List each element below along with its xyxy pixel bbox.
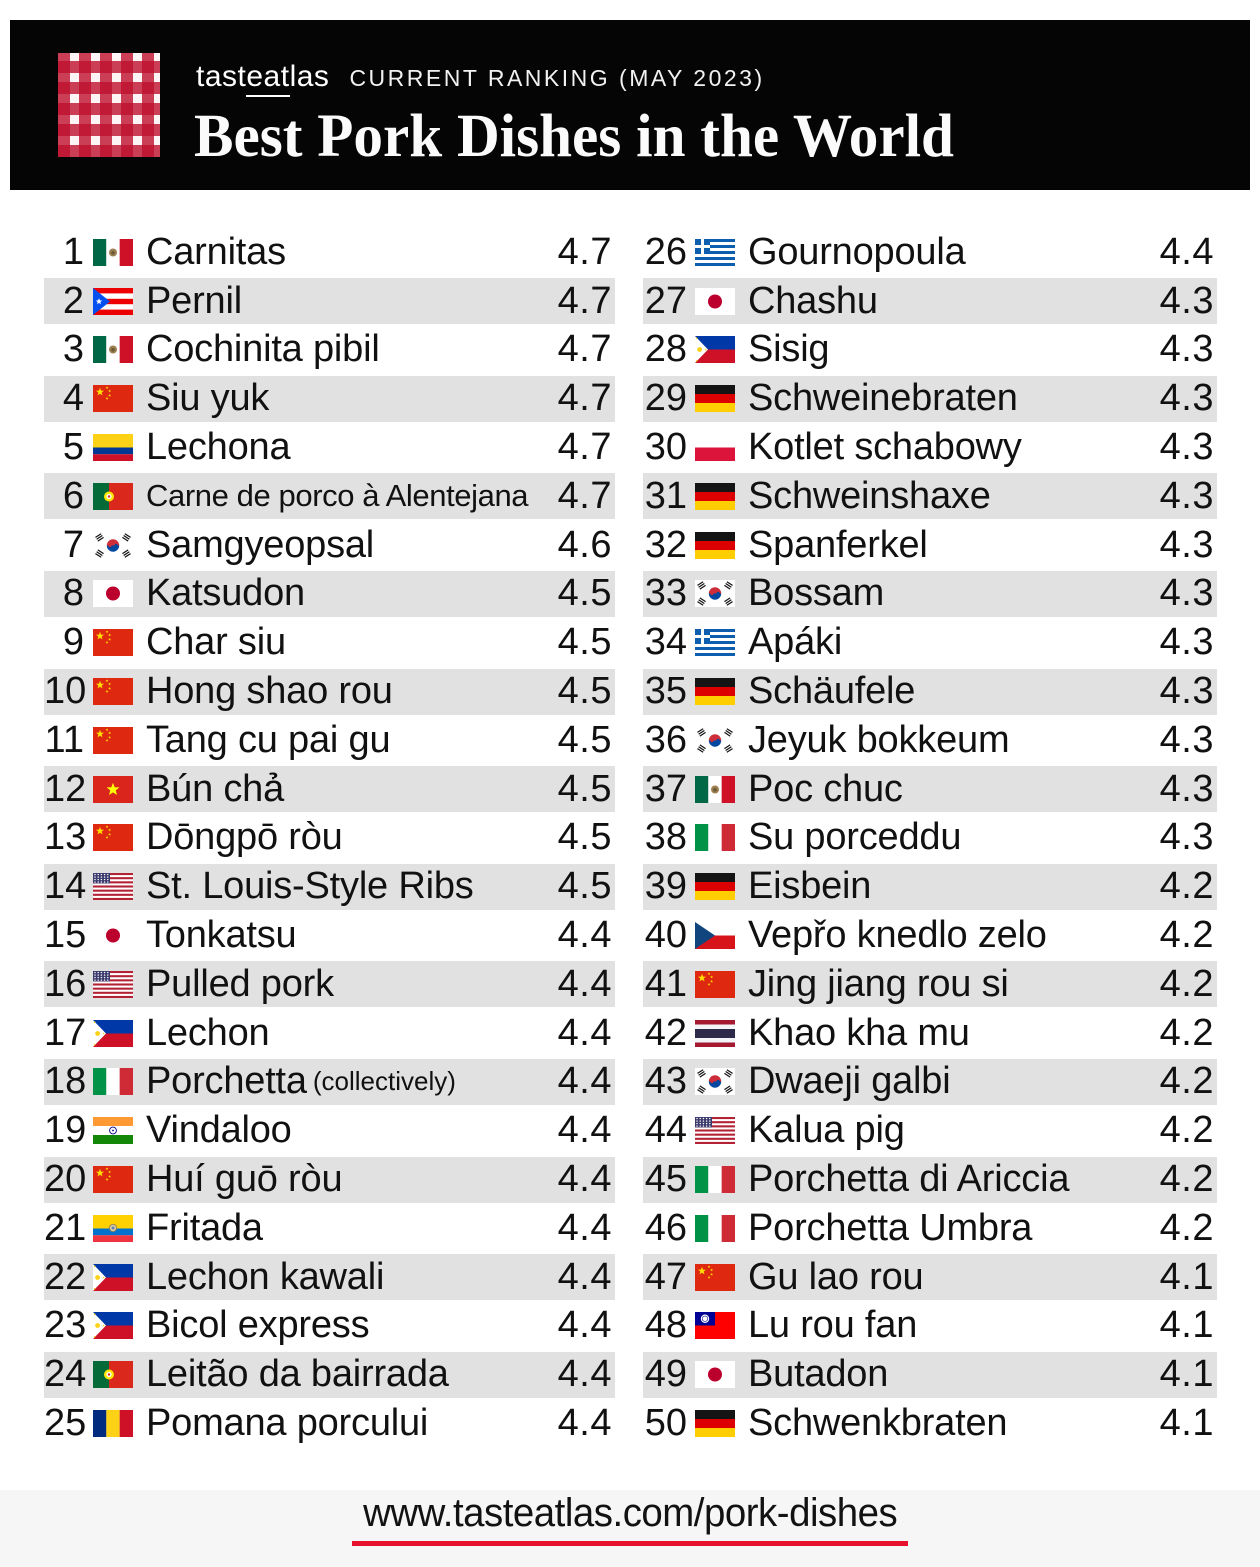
rank-number: 34 <box>644 621 687 664</box>
ranking-column-right <box>643 228 1217 1448</box>
dish-name: Tang cu pai gu <box>146 718 391 761</box>
japan-flag-icon <box>93 922 133 949</box>
rating-value: 4.2 <box>1159 962 1214 1005</box>
rank-number: 39 <box>644 865 687 908</box>
dish-name: Jeyuk bokkeum <box>748 718 1010 761</box>
dish-name: Jing jiang rou si <box>748 962 1009 1005</box>
japan-flag-icon <box>695 288 735 315</box>
colombia-flag-icon <box>93 434 133 461</box>
rank-number: 38 <box>644 816 687 859</box>
dish-name: Lechon kawali <box>146 1255 385 1298</box>
dish-name: Su porceddu <box>748 816 962 859</box>
rating-value: 4.4 <box>557 1060 612 1103</box>
portugal-flag-icon <box>93 483 133 510</box>
poland-flag-icon <box>695 434 735 461</box>
ranking-row <box>643 521 1217 570</box>
rank-number: 24 <box>44 1353 87 1396</box>
mexico-flag-icon <box>93 336 133 363</box>
rating-value: 4.2 <box>1159 914 1214 957</box>
rating-value: 4.4 <box>557 1011 612 1054</box>
philippines-flag-icon <box>695 336 735 363</box>
germany-flag-icon <box>695 532 735 559</box>
dish-name: Kotlet schabowy <box>748 426 1022 469</box>
dish-name: Tonkatsu <box>146 914 297 957</box>
dish-name: Butadon <box>748 1353 889 1396</box>
rating-value: 4.5 <box>557 767 612 810</box>
rating-value: 4.7 <box>557 426 612 469</box>
rating-value: 4.4 <box>557 914 612 957</box>
mexico-flag-icon <box>93 239 133 266</box>
dish-name: Vepřo knedlo zelo <box>748 914 1047 957</box>
ranking-row <box>44 1009 615 1058</box>
rating-value: 4.5 <box>557 816 612 859</box>
philippines-flag-icon <box>93 1020 133 1047</box>
rating-value: 4.3 <box>1159 718 1214 761</box>
rating-value: 4.3 <box>1159 816 1214 859</box>
dish-name: Gu lao rou <box>748 1255 924 1298</box>
rank-number: 50 <box>644 1402 687 1445</box>
ranking-row <box>44 667 615 716</box>
germany-flag-icon <box>695 385 735 412</box>
rating-value: 4.3 <box>1159 670 1214 713</box>
germany-flag-icon <box>695 678 735 705</box>
dish-name: Bicol express <box>146 1304 370 1347</box>
rank-number: 7 <box>62 523 84 566</box>
rank-number: 35 <box>644 670 687 713</box>
rating-value: 4.2 <box>1159 1109 1214 1152</box>
ranking-row <box>643 1155 1217 1204</box>
ranking-row <box>44 1155 615 1204</box>
ranking-row <box>643 911 1217 960</box>
rating-value: 4.2 <box>1159 1206 1214 1249</box>
ranking-row <box>44 570 615 619</box>
ecuador-flag-icon <box>93 1215 133 1242</box>
dish-name: Bossam <box>748 572 885 615</box>
rank-number: 17 <box>44 1011 87 1054</box>
puerto-rico-flag-icon <box>93 288 133 315</box>
ranking-row <box>643 1106 1217 1155</box>
rank-number: 14 <box>44 865 87 908</box>
czechia-flag-icon <box>695 922 735 949</box>
china-flag-icon <box>695 1264 735 1291</box>
india-flag-icon <box>93 1117 133 1144</box>
ranking-row <box>44 618 615 667</box>
rank-number: 12 <box>44 767 87 810</box>
germany-flag-icon <box>695 1410 735 1437</box>
china-flag-icon <box>93 1166 133 1193</box>
header-banner <box>10 20 1250 190</box>
rating-value: 4.3 <box>1159 426 1214 469</box>
dish-name: Samgyeopsal <box>146 523 375 566</box>
rank-number: 9 <box>62 621 84 664</box>
rank-number: 31 <box>644 474 687 517</box>
brand-pre: tast <box>196 60 247 93</box>
ranking-row <box>643 960 1217 1009</box>
ranking-row <box>643 1253 1217 1302</box>
rank-number: 37 <box>644 767 687 810</box>
rating-value: 4.4 <box>557 1255 612 1298</box>
dish-name: Lechona <box>146 426 291 469</box>
rating-value: 4.4 <box>557 1206 612 1249</box>
rating-value: 4.3 <box>1159 474 1214 517</box>
rank-number: 21 <box>44 1206 87 1249</box>
rating-value: 4.2 <box>1159 1158 1214 1201</box>
rating-value: 4.3 <box>1159 767 1214 810</box>
website-link[interactable]: www.tasteatlas.com/pork-dishes <box>362 1491 898 1535</box>
dish-name: Pulled pork <box>146 962 334 1005</box>
rating-value: 4.2 <box>1159 1060 1214 1103</box>
china-flag-icon <box>93 727 133 754</box>
ranking-row <box>643 1009 1217 1058</box>
dish-name: Khao kha mu <box>748 1011 970 1054</box>
japan-flag-icon <box>93 580 133 607</box>
rating-value: 4.7 <box>557 328 612 371</box>
ranking-row <box>44 472 615 521</box>
rating-value: 4.3 <box>1159 377 1214 420</box>
ranking-row <box>643 374 1217 423</box>
rating-value: 4.3 <box>1159 621 1214 664</box>
dish-name: St. Louis-Style Ribs <box>146 865 474 908</box>
dish-name: Apáki <box>748 621 843 664</box>
rating-value: 4.2 <box>1159 1011 1214 1054</box>
dish-name: Bún chả <box>146 767 285 810</box>
dish-name: Huí guō ròu <box>146 1158 343 1201</box>
dish-name: Schwenkbraten <box>748 1402 1008 1445</box>
dish-name: Gournopoula <box>748 230 966 273</box>
italy-flag-icon <box>695 1215 735 1242</box>
ranking-row <box>643 570 1217 619</box>
italy-flag-icon <box>695 1166 735 1193</box>
ranking-row <box>44 1302 615 1351</box>
rank-number: 22 <box>44 1255 87 1298</box>
china-flag-icon <box>695 971 735 998</box>
rank-number: 8 <box>62 572 84 615</box>
rating-value: 4.5 <box>557 621 612 664</box>
rank-number: 18 <box>44 1060 87 1103</box>
ranking-row <box>643 814 1217 863</box>
rating-value: 4.6 <box>557 523 612 566</box>
dish-name: Carne de porco à Alentejana <box>146 478 529 514</box>
ranking-row <box>44 423 615 472</box>
china-flag-icon <box>93 385 133 412</box>
rank-number: 26 <box>644 230 687 273</box>
ranking-row <box>44 521 615 570</box>
rating-value: 4.1 <box>1159 1402 1214 1445</box>
dish-name: Schäufele <box>748 670 916 713</box>
rating-value: 4.4 <box>557 1402 612 1445</box>
rank-number: 15 <box>44 914 87 957</box>
rating-value: 4.5 <box>557 572 612 615</box>
ranking-row <box>44 1106 615 1155</box>
south-korea-flag-icon <box>695 1068 735 1095</box>
ranking-row <box>643 765 1217 814</box>
ranking-row <box>643 1058 1217 1107</box>
rating-value: 4.1 <box>1159 1353 1214 1396</box>
south-korea-flag-icon <box>695 580 735 607</box>
ranking-row <box>643 277 1217 326</box>
dish-name: Porchetta <box>146 1060 307 1103</box>
rank-number: 42 <box>644 1011 687 1054</box>
romania-flag-icon <box>93 1410 133 1437</box>
rank-number: 28 <box>644 328 687 371</box>
ranking-row <box>643 618 1217 667</box>
vietnam-flag-icon <box>93 776 133 803</box>
gingham-tablecloth-logo-icon <box>58 53 160 157</box>
brand-line <box>196 60 765 94</box>
rank-number: 33 <box>644 572 687 615</box>
ranking-subtitle: CURRENT RANKING (MAY 2023) <box>349 65 765 91</box>
dish-name: Siu yuk <box>146 377 270 420</box>
dish-name: Char siu <box>146 621 286 664</box>
rank-number: 32 <box>644 523 687 566</box>
dish-name: Katsudon <box>146 572 305 615</box>
italy-flag-icon <box>93 1068 133 1095</box>
rating-value: 4.7 <box>557 377 612 420</box>
rating-value: 4.4 <box>557 1353 612 1396</box>
link-underline <box>352 1541 908 1546</box>
china-flag-icon <box>93 629 133 656</box>
rank-number: 49 <box>644 1353 687 1396</box>
ranking-row <box>44 911 615 960</box>
usa-flag-icon <box>93 873 133 900</box>
ranking-row <box>44 814 615 863</box>
dish-name: Pomana porcului <box>146 1402 429 1445</box>
rank-number: 44 <box>644 1109 687 1152</box>
ranking-row <box>44 1253 615 1302</box>
rating-value: 4.4 <box>557 1304 612 1347</box>
dish-name: Carnitas <box>146 230 286 273</box>
dish-name: Pernil <box>146 279 242 322</box>
rank-number: 41 <box>644 962 687 1005</box>
south-korea-flag-icon <box>93 532 133 559</box>
greece-flag-icon <box>695 239 735 266</box>
china-flag-icon <box>93 824 133 851</box>
rating-value: 4.4 <box>557 1158 612 1201</box>
ranking-row <box>643 326 1217 375</box>
ranking-row <box>44 374 615 423</box>
ranking-row <box>44 1204 615 1253</box>
rating-value: 4.3 <box>1159 279 1214 322</box>
rank-number: 1 <box>62 230 84 273</box>
rating-value: 4.5 <box>557 670 612 713</box>
page-title: Best Pork Dishes in the World <box>194 103 954 170</box>
dish-name: Kalua pig <box>748 1109 905 1152</box>
rank-number: 4 <box>62 377 84 420</box>
ranking-row <box>643 1399 1217 1448</box>
rank-number: 10 <box>44 670 87 713</box>
rank-number: 29 <box>644 377 687 420</box>
rank-number: 46 <box>644 1206 687 1249</box>
rating-value: 4.3 <box>1159 572 1214 615</box>
dish-name: Lechon <box>146 1011 270 1054</box>
footer-bar <box>0 1490 1260 1567</box>
rating-value: 4.1 <box>1159 1304 1214 1347</box>
rating-value: 4.7 <box>557 279 612 322</box>
ranking-row <box>44 1399 615 1448</box>
rank-number: 11 <box>44 718 84 761</box>
dish-name: Porchetta di Ariccia <box>748 1158 1070 1201</box>
rank-number: 16 <box>44 962 87 1005</box>
ranking-row <box>643 1204 1217 1253</box>
ranking-row <box>643 1350 1217 1399</box>
rating-value: 4.3 <box>1159 328 1214 371</box>
brand-underlined: eat <box>246 60 289 97</box>
dish-name: Sisig <box>748 328 830 371</box>
rank-number: 19 <box>44 1109 87 1152</box>
rank-number: 2 <box>62 279 84 322</box>
ranking-row <box>643 228 1217 277</box>
greece-flag-icon <box>695 629 735 656</box>
dish-name: Dōngpō ròu <box>146 816 343 859</box>
ranking-row <box>44 765 615 814</box>
usa-flag-icon <box>93 971 133 998</box>
ranking-row <box>643 667 1217 716</box>
brand-wordmark <box>196 60 329 94</box>
rating-value: 4.1 <box>1159 1255 1214 1298</box>
rank-number: 13 <box>44 816 87 859</box>
rank-number: 20 <box>44 1158 87 1201</box>
philippines-flag-icon <box>93 1264 133 1291</box>
dish-name: Leitão da bairrada <box>146 1353 449 1396</box>
south-korea-flag-icon <box>695 727 735 754</box>
dish-name: Hong shao rou <box>146 670 393 713</box>
dish-name: Vindaloo <box>146 1109 292 1152</box>
rank-number: 47 <box>644 1255 687 1298</box>
brand-post: las <box>289 60 330 93</box>
philippines-flag-icon <box>93 1312 133 1339</box>
rank-number: 48 <box>644 1304 687 1347</box>
rank-number: 45 <box>644 1158 687 1201</box>
dish-name: Schweinebraten <box>748 377 1018 420</box>
rating-value: 4.5 <box>557 865 612 908</box>
rank-number: 3 <box>62 328 84 371</box>
dish-name: Eisbein <box>748 865 872 908</box>
rating-value: 4.5 <box>557 718 612 761</box>
dish-name: Cochinita pibil <box>146 328 380 371</box>
ranking-row <box>44 862 615 911</box>
china-flag-icon <box>93 678 133 705</box>
ranking-row <box>44 277 615 326</box>
thailand-flag-icon <box>695 1020 735 1047</box>
usa-flag-icon <box>695 1117 735 1144</box>
ranking-row <box>643 716 1217 765</box>
ranking-row <box>643 862 1217 911</box>
italy-flag-icon <box>695 824 735 851</box>
rank-number: 23 <box>44 1304 87 1347</box>
ranking-row <box>44 960 615 1009</box>
rating-value: 4.4 <box>557 1109 612 1152</box>
ranking-row <box>44 1350 615 1399</box>
rank-number: 25 <box>44 1402 87 1445</box>
ranking-row <box>643 423 1217 472</box>
germany-flag-icon <box>695 483 735 510</box>
dish-name: Schweinshaxe <box>748 474 991 517</box>
dish-name: Spanferkel <box>748 523 928 566</box>
taiwan-flag-icon <box>695 1312 735 1339</box>
germany-flag-icon <box>695 873 735 900</box>
mexico-flag-icon <box>695 776 735 803</box>
rating-value: 4.7 <box>557 230 612 273</box>
dish-name: Dwaeji galbi <box>748 1060 951 1103</box>
rating-value: 4.3 <box>1159 523 1214 566</box>
rating-value: 4.4 <box>557 962 612 1005</box>
rank-number: 5 <box>62 426 84 469</box>
portugal-flag-icon <box>93 1361 133 1388</box>
rating-value: 4.4 <box>1159 230 1214 273</box>
ranking-row <box>44 1058 615 1107</box>
rank-number: 6 <box>62 474 84 517</box>
rank-number: 27 <box>644 279 687 322</box>
ranking-row <box>44 326 615 375</box>
dish-name: Poc chuc <box>748 767 903 810</box>
ranking-row <box>643 472 1217 521</box>
rating-value: 4.7 <box>557 474 612 517</box>
rank-number: 36 <box>644 718 687 761</box>
rank-number: 43 <box>644 1060 687 1103</box>
rating-value: 4.2 <box>1159 865 1214 908</box>
ranking-column-left <box>44 228 615 1448</box>
rank-number: 30 <box>644 426 687 469</box>
dish-name: Chashu <box>748 279 878 322</box>
ranking-row <box>643 1302 1217 1351</box>
ranking-row <box>44 228 615 277</box>
dish-name: Porchetta Umbra <box>748 1206 1033 1249</box>
dish-name: Lu rou fan <box>748 1304 918 1347</box>
ranking-row <box>44 716 615 765</box>
dish-name: Fritada <box>146 1206 263 1249</box>
japan-flag-icon <box>695 1361 735 1388</box>
rank-number: 40 <box>644 914 687 957</box>
dish-name-note: (collectively) <box>312 1066 456 1097</box>
